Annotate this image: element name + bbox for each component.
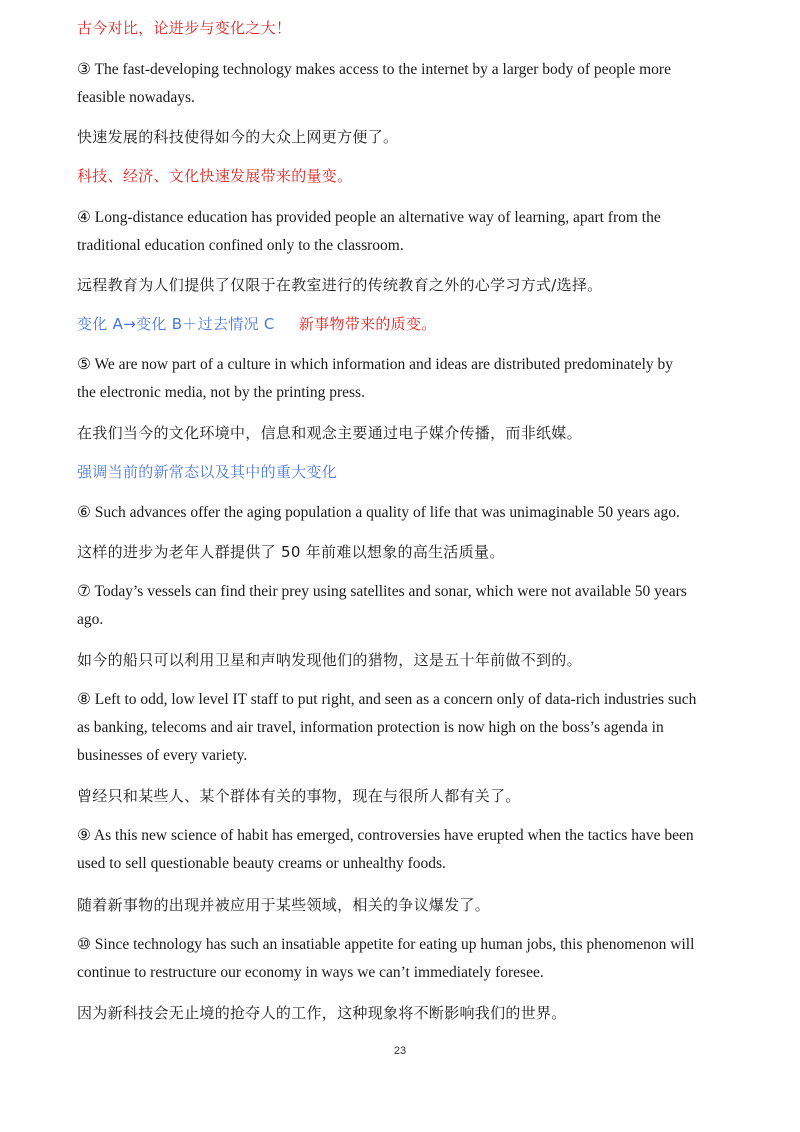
page-number: 23 [393,1045,407,1057]
item-3-en-line-1: ③ The fast-developing technology makes access to the internet by a larger body of people more [77,61,671,78]
item-6-en-line-1: ⑥ Such advances offer the aging population a quality of life that was unimaginable 50 years ago. [77,504,680,521]
item-8-zh: 曾经只和某些人、某个群体有关的事物，现在与很所人都有关了。 [77,787,521,805]
item-4-note [77,314,725,334]
item-10-en-line-2: continue to restructure our economy in ways we can’t immediately foresee. [77,964,544,981]
item-3-zh: 快速发展的科技使得如今的大众上网更方便了。 [77,128,399,146]
item-5-en-line-2: the electronic media, not by the printing press. [77,384,365,401]
item-9-en-line-1: ⑨ As this new science of habit has emerged, controversies have erupted when the tactics have been [77,827,694,844]
item-10-en-line-1: ⑩ Since technology has such an insatiable appetite for eating up human jobs, this phenomenon will [77,936,695,953]
item-4-note-red: 新事物带来的质变。 [298,315,437,333]
item-7-en-line-2: ago. [77,611,104,628]
item-5-en-line-1: ⑤ We are now part of a culture in which information and ideas are distributed predominately by [77,356,674,373]
item-4-zh: 远程教育为人们提供了仅限于在教室进行的传统教育之外的心学习方式/选择。 [77,276,603,294]
item-8-en-line-2: as banking, telecoms and air travel, information protection is now high on the boss’s agenda in [77,719,664,736]
item-5-note: 强调当前的新常态以及其中的重大变化 [77,463,338,481]
item-9-zh: 随着新事物的出现并被应用于某些领域，相关的争议爆发了。 [77,896,491,914]
item-9-en-line-2: used to sell questionable beauty creams or unhealthy foods. [77,855,446,872]
item-4-en-line-2: traditional education confined only to the classroom. [77,237,404,254]
item-4-note-blue: 变化 A→变化 B＋过去情况 C [77,315,275,333]
item-3-en-line-2: feasible nowadays. [77,89,195,106]
item-7-zh: 如今的船只可以利用卫星和声呐发现他们的猎物，这是五十年前做不到的。 [77,651,582,669]
item-8-en-line-3: businesses of every variety. [77,747,248,764]
header-note: 古今对比，论进步与变化之大！ [77,19,292,37]
item-4-en-line-1: ④ Long-distance education has provided people an alternative way of learning, apart from the [77,209,661,226]
item-3-note: 科技、经济、文化快速发展带来的量变。 [77,167,353,185]
item-8-en-line-1: ⑧ Left to odd, low level IT staff to put right, and seen as a concern only of data-rich industries such [77,691,697,708]
item-5-zh: 在我们当今的文化环境中，信息和观念主要通过电子媒介传播，而非纸媒。 [77,424,582,442]
item-6-zh: 这样的进步为老年人群提供了 50 年前难以想象的高生活质量。 [77,543,505,561]
item-7-en-line-1: ⑦ Today’s vessels can find their prey using satellites and sonar, which were not available 50 years [77,583,687,600]
item-10-zh: 因为新科技会无止境的抢夺人的工作，这种现象将不断影响我们的世界。 [77,1004,567,1022]
